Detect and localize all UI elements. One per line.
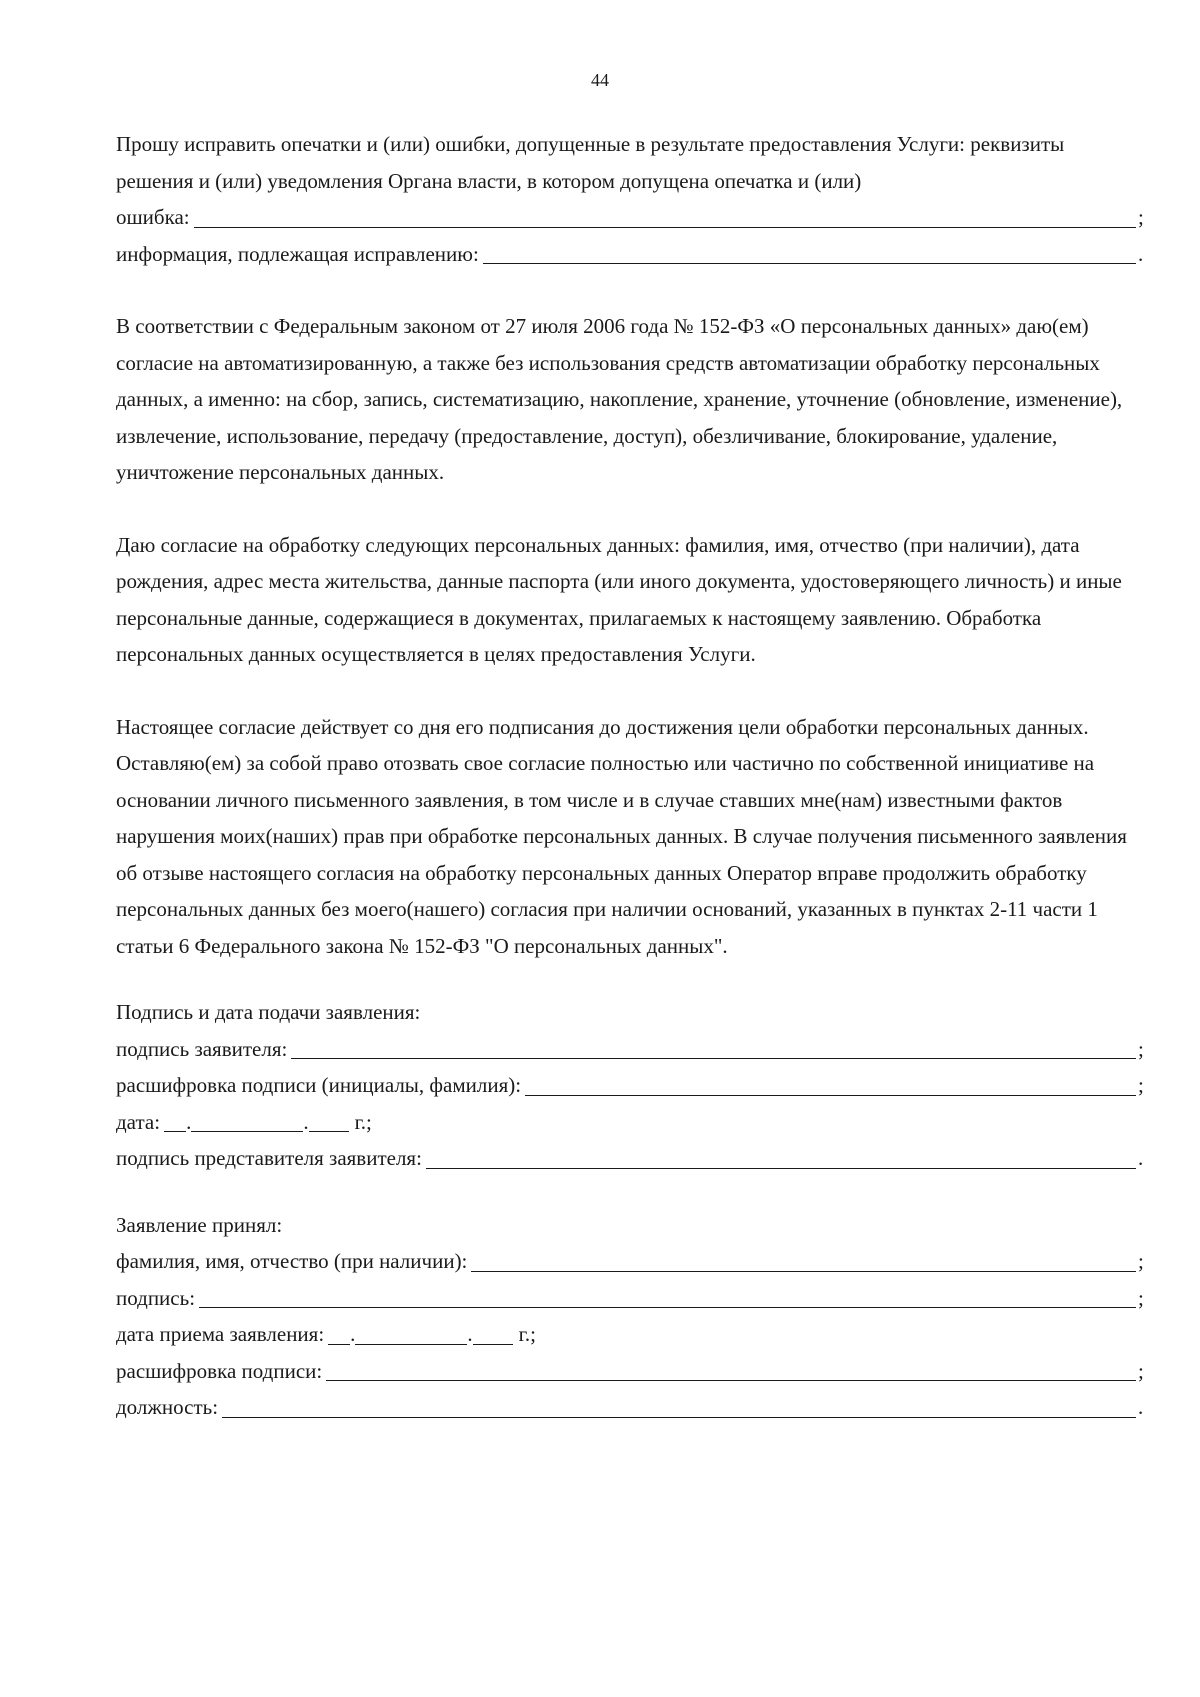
error-end: ; [1138,205,1144,229]
applicant-heading-text: Подпись и дата подачи заявления: [116,1000,421,1024]
receiver-date-suffix: г.; [518,1322,537,1346]
applicant-date-line: дата: . . г.; [116,1104,1146,1141]
receiver-decoding-field[interactable] [326,1354,1136,1381]
receiver-decoding-line [116,1353,1146,1390]
applicant-date-month-field[interactable] [191,1107,303,1132]
info-end: . [1138,241,1144,266]
receiver-signature-label: подпись: [116,1285,196,1310]
receiver-date-year-field[interactable] [473,1320,513,1345]
receiver-decoding-end: ; [1138,1358,1144,1383]
error-line [116,199,1146,236]
consent-paragraph-3: Настоящее согласие действует со дня его подписания до достижения цели обработки персональных данных. Оставляю(ем) за собой право отозвать свое согласие полностью или частично по собственной инициативе на основании личного письменного заявления, в том числе и в случае ставших мне(нам) известными фактов нарушения моих(наших) прав при обработке персональных данных. В случае получения письменного заявления об отзыве настоящего согласия на обработку персональных данных Оператор вправе продолжить обработку персональных данных без моего(нашего) согласия при наличии оснований, указанных в пунктах 2-11 части 1 статьи 6 Федерального закона № 152-ФЗ "О персональных данных". [116,714,1127,958]
applicant-rep-field[interactable] [426,1142,1136,1169]
info-field[interactable] [483,237,1136,264]
receiver-position-end: . [1138,1395,1144,1419]
receiver-heading-text: Заявление принял: [116,1212,283,1237]
applicant-date-label: дата: [116,1109,161,1134]
receiver-position-field[interactable] [222,1391,1136,1418]
applicant-decoding-end: ; [1138,1073,1144,1097]
receiver-signature-line [116,1280,1146,1317]
applicant-date-year-field[interactable] [309,1107,349,1132]
receiver-heading [116,1207,1146,1244]
receiver-signature-end: ; [1138,1285,1144,1310]
receiver-decoding-label: расшифровка подписи: [116,1358,323,1383]
applicant-decoding-line [116,1067,1146,1104]
receiver-signature-field[interactable] [199,1281,1136,1308]
applicant-date-day-field[interactable] [164,1107,186,1132]
applicant-decoding-field[interactable] [525,1069,1136,1096]
receiver-date-month-field[interactable] [355,1320,467,1345]
receiver-name-field[interactable] [471,1245,1136,1272]
consent-paragraph-1: В соответствии с Федеральным законом от 27 июля 2006 года № 152-ФЗ «О персональных данных» даю(ем) согласие на автоматизированную, а также без использования средств автоматизации обработку персональных данных, а именно: на сбор, запись, систематизацию, накопление, хранение, уточнение (обновление, изменение), извлечение, использование, передачу (предоставление, доступ), обезличивание, блокирование, удаление, уничтожение персональных данных. [116,314,1123,484]
applicant-signature-end: ; [1138,1036,1144,1061]
applicant-date-suffix: г.; [354,1109,372,1134]
error-label: ошибка: [116,205,190,229]
receiver-name-line [116,1243,1146,1280]
receiver-position-line [116,1389,1146,1426]
receiver-date-day-field[interactable] [328,1320,350,1345]
document-body [116,126,1146,1426]
applicant-decoding-label: расшифровка подписи (инициалы, фамилия): [116,1073,522,1097]
applicant-heading [116,994,1146,1031]
error-field[interactable] [194,201,1136,228]
applicant-signature-field[interactable] [291,1032,1136,1059]
receiver-position-label: должность: [116,1395,219,1419]
receiver-date-line: дата приема заявления: . . г.; [116,1316,1146,1353]
applicant-signature-line [116,1031,1146,1068]
receiver-name-end: ; [1138,1249,1144,1273]
applicant-rep-end: . [1138,1146,1144,1170]
page-number: 44 [591,70,609,90]
applicant-signature-label: подпись заявителя: [116,1036,288,1061]
applicant-rep-line [116,1140,1146,1177]
info-line [116,236,1146,273]
applicant-rep-label: подпись представителя заявителя: [116,1146,422,1170]
consent-paragraph-2: Даю согласие на обработку следующих персональных данных: фамилия, имя, отчество (при наличии), дата рождения, адрес места жительства, данные паспорта (или иного документа, удостоверяющего личность) и иные персональные данные, содержащиеся в документах, прилагаемых к настоящему заявлению. Обработка персональных данных осуществляется в целях предоставления Услуги. [116,532,1122,666]
info-label: информация, подлежащая исправлению: [116,241,479,266]
correction-intro: Прошу исправить опечатки и (или) ошибки, допущенные в результате предоставления Услуги: реквизиты решения и (или) уведомления Органа власти, в котором допущена опечатка и (или) [116,132,1065,193]
receiver-name-label: фамилия, имя, отчество (при наличии): [116,1249,468,1273]
receiver-date-label: дата приема заявления: [116,1322,325,1346]
